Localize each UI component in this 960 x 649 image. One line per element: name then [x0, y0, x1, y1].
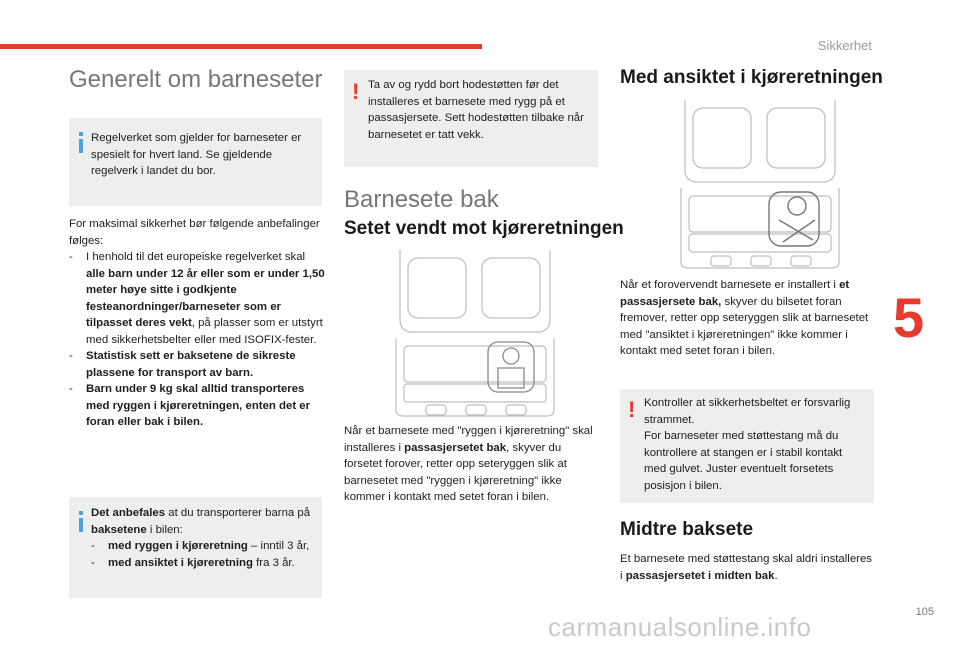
- rearward-paragraph: Når et barnesete med "ryggen i kjøreretning" skal installeres i passasjersetet bak, skyver du forsetet forover, retter opp seteryggen slik at barnesetet med "ryggen i kjøreretning" ikke kommer i kontakt med setet foran i bilen.: [344, 425, 593, 503]
- section-title-forward: Med ansiktet i kjøreretningen: [620, 67, 883, 88]
- page-title: Generelt om barneseter: [69, 66, 323, 93]
- section-label: Sikkerhet: [817, 38, 872, 53]
- warning-box-seatbelt: [620, 389, 874, 503]
- subsection-title-rearward: Setet vendt mot kjøreretningen: [344, 218, 624, 239]
- info-box-regulations: [69, 118, 322, 206]
- warning-box-headrest: [344, 70, 598, 167]
- info-text: Regelverket som gjelder for barneseter er spesielt for hvert land. Se gjeldende regelverk i landet du bor.: [91, 132, 302, 177]
- header-accent-bar: [0, 44, 482, 49]
- car-seat-forward-illustration: [675, 100, 845, 270]
- section-title-rear-seat: Barnesete bak: [344, 186, 499, 213]
- list-item: - I henhold til det europeiske regelverket skal alle barn under 12 år eller som er under 1,50 meter høye sitte i godkjente festeanordninger/barneseter som er tilpasset deres vekt, på plasser som er utstyrt med sikkerhetsbelter eller med ISOFIX-fester.: [69, 251, 325, 346]
- list-item: - med ryggen i kjøreretning – inntil 3 år,: [91, 540, 310, 552]
- chapter-number: 5: [893, 286, 925, 349]
- forward-paragraph: Når et forovervendt barnesete er installert i et passasjersete bak, skyver du bilsetet foran fremover, retter opp seteryggen slik at barnesetet med "ansiktet i kjøreretningen" ikke kommer i kontakt med setet foran i bilen.: [620, 279, 869, 357]
- exclamation-icon: !: [628, 397, 636, 422]
- warning-text: Ta av og rydd bort hodestøtten før det installeres et barnesete med rygg på et passasjersete. Sett hodestøtten tilbake når barnesetet er tatt vekk.: [368, 79, 584, 141]
- watermark: carmanualsonline.info: [548, 612, 812, 642]
- middle-seat-paragraph: Et barnesete med støttestang skal aldri installeres i passasjersetet i midten bak.: [620, 553, 872, 582]
- list-item: - med ansiktet i kjøreretning fra 3 år.: [91, 556, 295, 569]
- section-title-middle-seat: Midtre baksete: [620, 519, 754, 540]
- info-text: Det anbefales at du transporterer barna på baksetene i bilen: - med ryggen i kjøreretning – inntil 3 år, - med ansiktet i kjøreretning fra 3 år.: [91, 505, 319, 571]
- recommendations: [69, 216, 327, 431]
- list-item: - Statistisk sett er baksetene de sikreste plassene for transport av barn.: [69, 350, 296, 379]
- list-item: - Barn under 9 kg skal alltid transporteres med ryggen i kjøreretningen, enten det er foran eller bak i bilen.: [69, 383, 311, 428]
- recommendations-intro: For maksimal sikkerhet bør følgende anbefalinger følges:: [69, 218, 320, 247]
- warning-text: Kontroller at sikkerhetsbeltet er forsvarlig strammet. For barneseter med støttestang må du kontrollere at stangen er i stabil kontakt med gulvet. Juster eventuelt forsetets posisjon i bilen.: [644, 397, 851, 492]
- info-box-recommended: [69, 497, 322, 598]
- exclamation-icon: !: [352, 79, 360, 104]
- page-number: 105: [915, 606, 934, 618]
- car-seat-rearward-illustration: [390, 250, 560, 418]
